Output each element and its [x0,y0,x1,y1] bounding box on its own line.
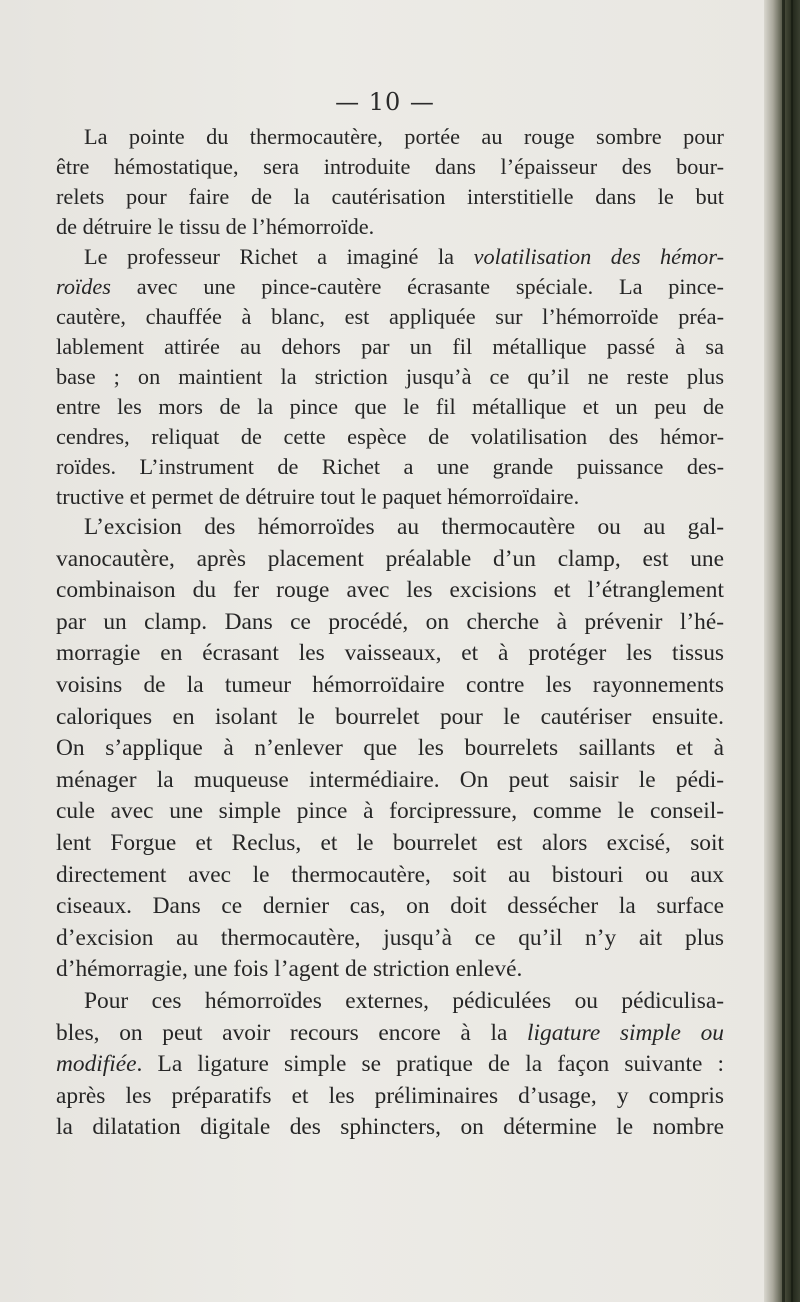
binding-shadow [791,0,793,1302]
text-line: après les préparatifs et les préliminaires d’usage, y compris [56,1082,724,1109]
text-line: relets pour faire de la cautérisation interstitielle dans le but [56,184,724,209]
text-line: combinaison du fer rouge avec les excisions et l’étranglement [56,577,724,604]
text-line: cautère, chauffée à blanc, est appliquée sur l’hémorroïde préa- [56,304,724,329]
paragraph-2 [56,242,724,512]
text-segment: bles, on peut avoir recours encore à la [56,1019,527,1046]
italic-term: ligature simple ou [527,1019,724,1046]
text-line: directement avec le thermocautère, soit au bistouri ou aux [56,861,724,888]
text-line: la dilatation digitale des sphincters, on détermine le nombre [56,1114,724,1141]
text-line: cule avec une simple pince à forcipressure, comme le conseil- [56,798,724,825]
text-line: ciseaux. Dans ce dernier cas, on doit dessécher la surface [56,893,724,920]
text-line: lablement attirée au dehors par un fil métallique passé à sa [56,334,724,359]
paragraph-4 [56,986,724,1144]
italic-term: volatilisation des hémor- [473,244,724,269]
text-line: d’hémorragie, une fois l’agent de striction enlevé. [56,956,523,983]
text-line: de détruire le tissu de l’hémorroïde. [56,214,375,239]
text-line [56,272,724,302]
text-segment: . La ligature simple se pratique de la façon suivante : [136,1051,724,1078]
text-line: tructive et permet de détruire tout le paquet hémorroïdaire. [56,484,580,509]
text-line: lent Forgue et Reclus, et le bourrelet est alors excisé, soit [56,829,724,856]
paragraph-1 [56,122,724,242]
text-line: ménager la muqueuse intermédiaire. On peut saisir le pédi- [56,766,724,793]
text-line: par un clamp. Dans ce procédé, on cherche à prévenir l’hé- [56,608,724,635]
text-segment: avec une pince-cautère écrasante spéciale. La pince- [110,274,724,299]
text-line: entre les mors de la pince que le fil métallique et un peu de [56,394,724,419]
text-line: d’excision au thermocautère, jusqu’à ce qu’il n’y ait plus [56,924,724,951]
italic-term: roïdes [56,274,111,299]
lower-text [56,512,724,1144]
text-line: voisins de la tumeur hémorroïdaire contre les rayonnements [56,671,724,698]
text-line: être hémostatique, sera introduite dans l’épaisseur des bour- [56,154,724,179]
text-line: On s’applique à n’enlever que les bourrelets saillants et à [56,735,724,762]
book-binding-edge [764,0,800,1302]
text-line: morragie en écrasant les vaisseaux, et à protéger les tissus [56,640,724,667]
text-line [56,1018,724,1050]
binding-shadow [782,0,785,1302]
text-line: Pour ces hémorroïdes externes, pédiculées ou pédiculisa- [84,987,724,1014]
text-line: roïdes. L’instrument de Richet a une grande puissance des- [56,454,724,479]
text-line [56,242,724,272]
text-line: caloriques en isolant le bourrelet pour le cautériser ensuite. [56,703,724,730]
text-line: cendres, reliquat de cette espèce de volatilisation des hémor- [56,424,724,449]
text-line [56,1049,724,1081]
text-segment: Le professeur Richet a imaginé la [84,244,474,269]
text-line: base ; on maintient la striction jusqu’à ce qu’il ne reste plus [56,364,724,389]
paragraph-3 [56,512,724,986]
text-line: L’excision des hémorroïdes au thermocautère ou au gal- [84,514,724,540]
page-text [56,122,724,1144]
italic-term: modifiée [56,1051,137,1078]
text-line: La pointe du thermocautère, portée au rouge sombre pour [84,124,724,149]
page-number: — 10 — [335,88,435,116]
text-line: vanocautère, après placement préalable d’un clamp, est une [56,545,724,572]
